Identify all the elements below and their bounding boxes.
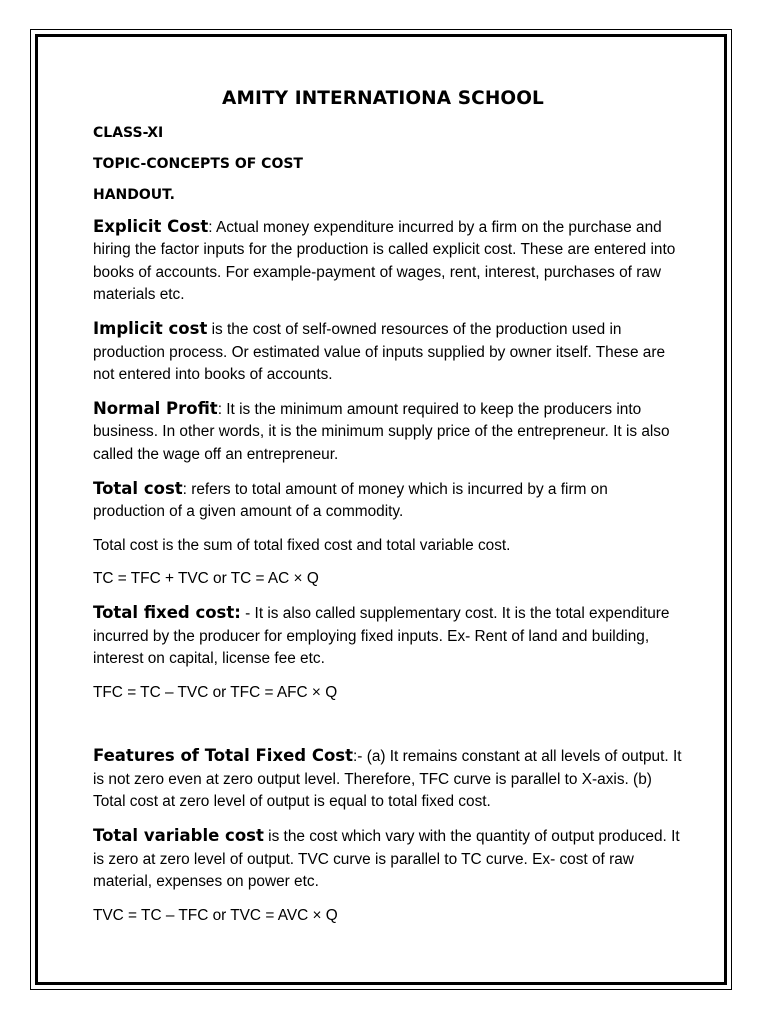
handout-line: HANDOUT. <box>93 186 175 203</box>
total-cost-term: Total cost <box>93 478 183 498</box>
tvc-formula: TVC = TC – TFC or TVC = AVC × Q <box>93 906 338 924</box>
features-tfc-paragraph <box>93 745 683 814</box>
tc-formula: TC = TFC + TVC or TC = AC × Q <box>93 570 319 588</box>
implicit-cost-text: is the cost of self-owned resources of the production used in production process. Or estimated value of inputs supplied by owner itself. These are not entered into books of accounts. <box>93 320 666 384</box>
normal-profit-term: Normal Profit <box>93 398 218 418</box>
explicit-cost-text: : Actual money expenditure incurred by a firm on the purchase and hiring the factor inputs for the production is called explicit cost. These are entered into books of accounts. For example-payment of wages, rent, interest, purchases of raw materials etc. <box>93 218 676 304</box>
topic-line: TOPIC-CONCEPTS OF COST <box>93 155 303 172</box>
normal-profit-text: : It is the minimum amount required to keep the producers into business. In other words, it is the minimum supply price of the entrepreneur. It is also called the wage off an entrepreneur. <box>93 400 670 463</box>
total-cost-sum-text: Total cost is the sum of total fixed cost and total variable cost. <box>93 536 511 554</box>
total-cost-text: : refers to total amount of money which is incurred by a firm on production of a given amount of a commodity. <box>93 480 608 521</box>
total-fixed-cost-text: - It is also called supplementary cost. It is the total expenditure incurred by the producer for employing fixed inputs. Ex- Rent of land and building, interest on capital, license fee etc. <box>93 604 670 668</box>
total-variable-cost-text: is the cost which vary with the quantity of output produced. It is zero at zero level of output. TVC curve is parallel to TC curve. Ex- cost of raw material, expenses on power etc. <box>93 828 680 891</box>
total-fixed-cost-paragraph <box>93 602 683 671</box>
tfc-formula: TFC = TC – TVC or TFC = AFC × Q <box>93 683 338 701</box>
document-body <box>93 88 683 938</box>
total-cost-paragraph <box>93 478 683 524</box>
normal-profit-paragraph <box>93 398 683 467</box>
total-variable-cost-paragraph <box>93 825 683 894</box>
blank-gap <box>93 715 683 745</box>
total-variable-cost-term: Total variable cost <box>93 826 264 846</box>
implicit-cost-paragraph <box>93 318 683 387</box>
total-fixed-cost-term: Total fixed cost: <box>93 602 241 622</box>
class-line: CLASS-XI <box>93 124 164 141</box>
school-title: AMITY INTERNATIONA SCHOOL <box>222 88 544 109</box>
features-tfc-term: Features of Total Fixed Cost <box>93 746 354 766</box>
implicit-cost-term: Implicit cost <box>93 318 208 338</box>
features-tfc-text: :- (a) It remains constant at all levels of output. It is not zero even at zero output level. Therefore, TFC curve is parallel to X-axis. (b) Total cost at zero level of output is equal to total fixed cost. <box>93 748 682 811</box>
explicit-cost-paragraph <box>93 216 683 307</box>
explicit-cost-term: Explicit Cost <box>93 216 209 236</box>
